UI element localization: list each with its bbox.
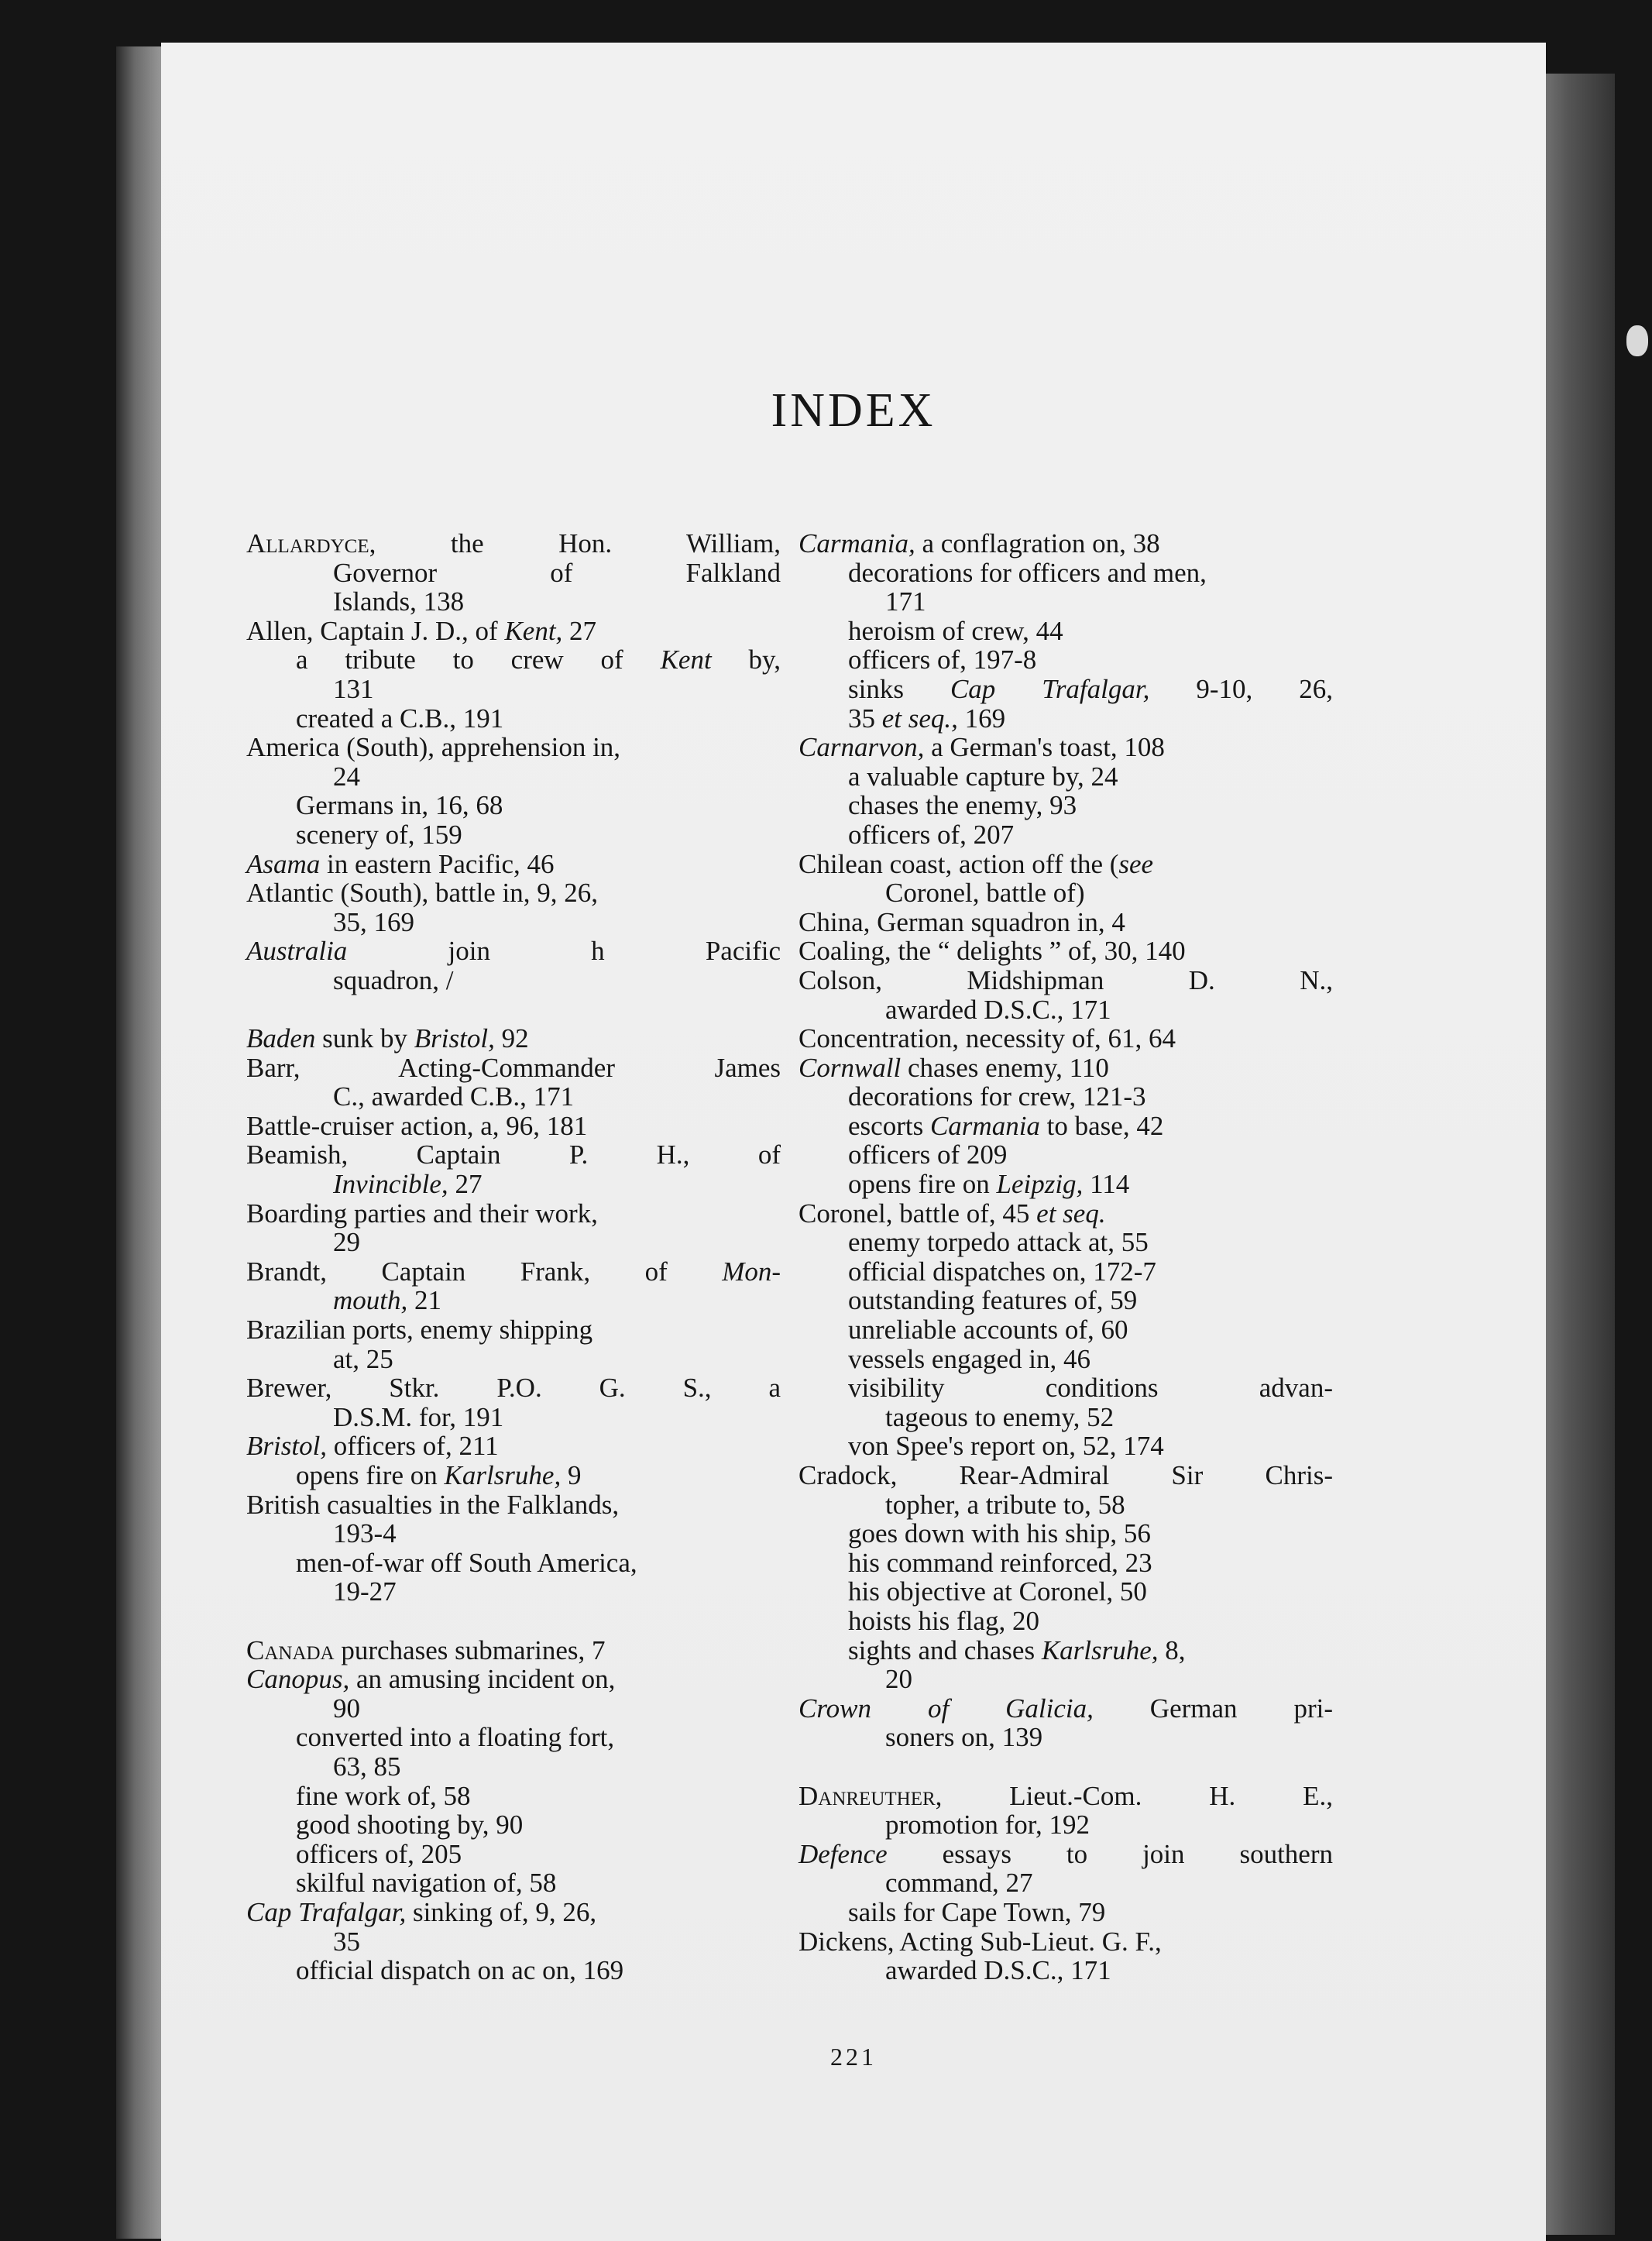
entry-text: visibility conditions advan-	[848, 1373, 1333, 1404]
index-subentry	[799, 1956, 1333, 1985]
entry-text: Asama	[246, 848, 321, 879]
entry-group-gap	[246, 995, 781, 1025]
page-shadow-edge	[1537, 74, 1615, 2235]
index-entry	[246, 1490, 781, 1520]
entry-text: a tribute to crew of	[296, 644, 661, 675]
index-subentry	[799, 1723, 1333, 1752]
index-subentry	[799, 1636, 1333, 1665]
index-entry	[799, 1694, 1333, 1724]
entry-text: Barr, Acting-Commander James	[246, 1052, 781, 1083]
entry-text: enemy torpedo attack at, 55	[848, 1227, 1149, 1258]
entry-text: Kent	[660, 644, 712, 675]
index-entry	[246, 1053, 781, 1083]
index-subentry	[799, 1315, 1333, 1345]
index-entry	[246, 1636, 781, 1665]
entry-text: awarded D.S.C., 171	[885, 994, 1111, 1025]
index-subentry	[799, 1170, 1333, 1199]
entry-text: official dispatch on ac on, 169	[296, 1955, 624, 1986]
index-subentry	[246, 1345, 781, 1374]
entry-text: goes down with his ship, 56	[848, 1518, 1151, 1549]
entry-text: officers of, 197-8	[848, 644, 1037, 675]
page-number: 221	[830, 2043, 877, 2071]
index-subentry	[246, 1752, 781, 1782]
entry-text: Crown of Galicia,	[799, 1693, 1094, 1724]
entry-text: a German's toast, 108	[924, 732, 1165, 763]
entry-text: Mon-	[722, 1256, 781, 1287]
entry-text: join h Pacific	[347, 936, 781, 967]
index-entry	[799, 1927, 1333, 1957]
index-subentry	[799, 1868, 1333, 1898]
entry-text: good shooting by, 90	[296, 1810, 524, 1841]
entry-text: heroism of crew, 44	[848, 615, 1063, 646]
entry-text: opens fire on	[296, 1460, 445, 1490]
index-subentry	[246, 1723, 781, 1752]
entry-text: sails for Cape Town, 79	[848, 1896, 1106, 1927]
index-subentry	[246, 762, 781, 792]
index-subentry	[246, 1403, 781, 1432]
entry-text: men-of-war off South America,	[296, 1547, 637, 1578]
entry-text: Dickens, Acting Sub-Lieut. G. F.,	[799, 1926, 1162, 1957]
index-subentry	[799, 1490, 1333, 1520]
index-subentry	[246, 587, 781, 617]
entry-text: Germans in, 16, 68	[296, 790, 503, 821]
index-subentry	[799, 1082, 1333, 1112]
entry-text: Bristol,	[414, 1023, 495, 1054]
index-subentry	[246, 1694, 781, 1724]
entry-text: Canopus,	[246, 1664, 350, 1695]
entry-text: outstanding features of, 59	[848, 1285, 1138, 1316]
index-entry	[799, 850, 1333, 879]
entry-text: Cap Trafalgar,	[246, 1896, 407, 1927]
index-subentry	[799, 820, 1333, 850]
entry-text: Bristol,	[246, 1431, 328, 1462]
index-entry	[799, 1782, 1333, 1811]
entry-text: by,	[711, 644, 781, 675]
entry-text: Invincible,	[333, 1169, 448, 1200]
entry-text: command, 27	[885, 1868, 1033, 1899]
entry-text: et seq.	[1036, 1198, 1106, 1229]
entry-text: China, German squadron in, 4	[799, 906, 1125, 937]
index-subentry	[246, 1548, 781, 1578]
index-entry	[799, 1840, 1333, 1869]
index-subentry	[246, 1577, 781, 1607]
entry-text: vessels engaged in, 46	[848, 1343, 1090, 1374]
index-entry	[246, 878, 781, 908]
index-subentry	[799, 645, 1333, 675]
index-subentry	[246, 1956, 781, 1985]
entry-text: officers of, 205	[296, 1838, 462, 1869]
entry-text: a conflagration on, 38	[915, 528, 1160, 559]
entry-text: his command reinforced, 23	[848, 1547, 1152, 1578]
entry-text: Leipzig,	[996, 1169, 1084, 1200]
entry-text: sunk by	[315, 1023, 414, 1054]
entry-text: skilful navigation of, 58	[296, 1868, 557, 1899]
entry-group-gap	[799, 1752, 1333, 1782]
entry-text: Danreuther,	[799, 1780, 943, 1811]
entry-text: essays to join southern	[887, 1838, 1333, 1869]
entry-text: the Hon. William,	[376, 528, 781, 559]
index-entry	[246, 733, 781, 762]
index-subentry	[799, 878, 1333, 908]
index-entry	[799, 1461, 1333, 1490]
index-subentry	[799, 1257, 1333, 1287]
entry-text: et seq.,	[881, 703, 958, 734]
index-subentry	[799, 1519, 1333, 1548]
entry-text: officers of, 211	[327, 1431, 499, 1462]
index-column-right	[799, 529, 1333, 1985]
entry-text: Chilean coast, action off the (	[799, 848, 1119, 879]
index-subentry	[799, 1403, 1333, 1432]
index-subentry	[246, 1868, 781, 1898]
index-entry	[246, 617, 781, 646]
entry-text: 21	[407, 1285, 441, 1316]
index-subentry	[246, 1286, 781, 1315]
index-entry	[799, 733, 1333, 762]
entry-text: awarded D.S.C., 171	[885, 1955, 1111, 1986]
index-entry	[246, 1665, 781, 1694]
index-entry	[799, 1024, 1333, 1053]
index-subentry	[246, 791, 781, 820]
index-subentry	[246, 675, 781, 704]
entry-text: Governor of Falkland	[333, 557, 781, 588]
entry-text: D.S.M. for, 191	[333, 1401, 504, 1432]
index-column-left	[246, 529, 781, 1985]
index-entry	[799, 937, 1333, 966]
entry-text: sinking of, 9, 26,	[406, 1896, 597, 1927]
entry-text: 114	[1083, 1169, 1130, 1200]
entry-text: 169	[957, 703, 1006, 734]
index-subentry	[799, 559, 1333, 588]
index-subentry	[246, 1927, 781, 1957]
entry-text: chases enemy, 110	[901, 1052, 1109, 1083]
index-subentry	[246, 1519, 781, 1548]
entry-text: in eastern Pacific, 46	[320, 848, 555, 879]
index-entry	[246, 1432, 781, 1461]
entry-text: 171	[885, 586, 926, 617]
entry-text: Colson, Midshipman D. N.,	[799, 964, 1333, 995]
entry-text: Allen, Captain J. D., of	[246, 615, 505, 646]
entry-text: 9-10, 26,	[1149, 673, 1333, 704]
entry-text: Karlsruhe,	[444, 1460, 562, 1490]
index-subentry	[799, 1577, 1333, 1607]
index-subentry	[799, 617, 1333, 646]
index-subentry	[799, 675, 1333, 704]
entry-text: Cornwall	[799, 1052, 902, 1083]
entry-text: squadron, /	[333, 964, 454, 995]
entry-text: Concentration, necessity of, 61, 64	[799, 1023, 1176, 1054]
entry-text: Beamish, Captain P. H., of	[246, 1139, 781, 1170]
index-entry	[799, 529, 1333, 559]
index-subentry	[799, 762, 1333, 792]
index-subentry	[799, 791, 1333, 820]
index-subentry	[799, 1665, 1333, 1694]
entry-text: officers of, 207	[848, 819, 1015, 850]
index-entry	[246, 850, 781, 879]
index-subentry	[246, 1840, 781, 1869]
entry-text: promotion for, 192	[885, 1810, 1090, 1841]
entry-text: decorations for officers and men,	[848, 557, 1207, 588]
entry-text: at, 25	[333, 1343, 393, 1374]
entry-text: decorations for crew, 121-3	[848, 1081, 1146, 1112]
scan-speck	[1626, 325, 1648, 356]
entry-text: Carmania	[929, 1110, 1040, 1141]
index-subentry	[799, 995, 1333, 1025]
index-entry	[246, 937, 781, 966]
entry-text: Defence	[799, 1838, 888, 1869]
entry-text: Cradock, Rear-Admiral Sir Chris-	[799, 1460, 1333, 1490]
entry-text: Brewer, Stkr. P.O. G. S., a	[246, 1373, 781, 1404]
entry-text: Australia	[246, 936, 348, 967]
index-subentry	[799, 1228, 1333, 1257]
entry-text: sights and chases	[848, 1634, 1042, 1665]
entry-text: Kent,	[504, 615, 563, 646]
entry-text: 9	[561, 1460, 582, 1490]
entry-text: Coronel, battle of)	[885, 878, 1085, 909]
entry-text: Brazilian ports, enemy shipping	[246, 1315, 593, 1346]
index-entry	[246, 1024, 781, 1053]
entry-text: a valuable capture by, 24	[848, 761, 1118, 792]
entry-text: unreliable accounts of, 60	[848, 1315, 1128, 1346]
entry-text: Atlantic (South), battle in, 9, 26,	[246, 878, 598, 909]
index-entry	[246, 1112, 781, 1141]
index-subentry	[799, 587, 1333, 617]
index-subentry	[799, 704, 1333, 734]
entry-text: see	[1118, 848, 1154, 879]
index-subentry	[246, 1782, 781, 1811]
index-subentry	[246, 1810, 781, 1840]
entry-text: official dispatches on, 172-7	[848, 1256, 1156, 1287]
entry-text: 20	[885, 1664, 912, 1695]
entry-text: chases the enemy, 93	[848, 790, 1077, 821]
entry-text: purchases submarines, 7	[334, 1634, 606, 1665]
index-subentry	[246, 559, 781, 588]
entry-text: opens fire on	[848, 1169, 997, 1200]
index-subentry	[799, 1548, 1333, 1578]
entry-text: von Spee's report on, 52, 174	[848, 1431, 1164, 1462]
entry-text: America (South), apprehension in,	[246, 732, 621, 763]
entry-text: British casualties in the Falklands,	[246, 1489, 620, 1520]
entry-text: 27	[448, 1169, 483, 1200]
entry-text: sinks	[848, 673, 950, 704]
entry-text: his objective at Coronel, 50	[848, 1576, 1147, 1607]
index-subentry	[799, 1898, 1333, 1927]
index-entry	[246, 1199, 781, 1229]
page-title: INDEX	[771, 384, 936, 437]
index-subentry	[246, 908, 781, 937]
entry-text: German pri-	[1093, 1693, 1334, 1724]
index-subentry	[246, 645, 781, 675]
entry-text: Allardyce,	[246, 528, 376, 559]
index-subentry	[246, 1082, 781, 1112]
index-entry	[246, 1898, 781, 1927]
entry-text: created a C.B., 191	[296, 703, 504, 734]
entry-text: 27	[562, 615, 597, 646]
index-subentry	[799, 1112, 1333, 1141]
index-entry	[246, 1373, 781, 1403]
entry-text: an amusing incident on,	[349, 1664, 616, 1695]
entry-text: Canada	[246, 1634, 335, 1665]
entry-text: 19-27	[333, 1576, 397, 1607]
index-subentry	[799, 1345, 1333, 1374]
index-entry	[246, 1315, 781, 1345]
entry-text: 35	[333, 1926, 360, 1957]
entry-text: soners on, 139	[885, 1722, 1043, 1753]
entry-text: 35	[848, 703, 882, 734]
index-subentry	[246, 966, 781, 995]
entry-text: fine work of, 58	[296, 1780, 471, 1811]
entry-text: mouth,	[333, 1285, 408, 1316]
entry-text: Baden	[246, 1023, 316, 1054]
entry-text: 35, 169	[333, 906, 414, 937]
entry-text: tageous to enemy, 52	[885, 1401, 1114, 1432]
index-subentry	[799, 1140, 1333, 1170]
entry-text: 63, 85	[333, 1751, 401, 1782]
entry-text: Boarding parties and their work,	[246, 1198, 598, 1229]
index-subentry	[799, 1810, 1333, 1840]
entry-text: 90	[333, 1693, 360, 1724]
entry-text: Cap Trafalgar,	[950, 673, 1150, 704]
entry-text: 29	[333, 1227, 360, 1258]
index-subentry	[246, 1461, 781, 1490]
index-subentry	[246, 704, 781, 734]
entry-text: 131	[333, 673, 374, 704]
index-entry	[246, 529, 781, 559]
entry-text: escorts	[848, 1110, 930, 1141]
entry-text: C., awarded C.B., 171	[333, 1081, 575, 1112]
entry-text: topher, a tribute to, 58	[885, 1489, 1125, 1520]
entry-text: officers of 209	[848, 1139, 1008, 1170]
index-entry	[799, 908, 1333, 937]
entry-text: 8,	[1158, 1634, 1186, 1665]
entry-text: Lieut.-Com. H. E.,	[942, 1780, 1333, 1811]
entry-text: Battle-cruiser action, a, 96, 181	[246, 1110, 588, 1141]
index-subentry	[246, 1170, 781, 1199]
entry-text: Karlsruhe,	[1041, 1634, 1159, 1665]
entry-text: Carnarvon,	[799, 732, 925, 763]
entry-text: Coronel, battle of, 45	[799, 1198, 1037, 1229]
entry-text: Carmania,	[799, 528, 915, 559]
entry-text: 92	[494, 1023, 529, 1054]
index-subentry	[246, 1228, 781, 1257]
book-page	[161, 43, 1546, 2241]
index-entry	[799, 966, 1333, 995]
entry-text: scenery of, 159	[296, 819, 462, 850]
entry-text: Islands, 138	[333, 586, 465, 617]
index-subentry	[799, 1373, 1333, 1403]
index-entry	[246, 1257, 781, 1287]
entry-text: Brandt, Captain Frank, of	[246, 1256, 723, 1287]
entry-group-gap	[246, 1607, 781, 1636]
entry-text: Coaling, the “ delights ” of, 30, 140	[799, 936, 1186, 967]
index-subentry	[799, 1286, 1333, 1315]
book-binding-edge	[116, 46, 163, 2239]
index-entry	[799, 1199, 1333, 1229]
index-subentry	[799, 1432, 1333, 1461]
index-entry	[246, 1140, 781, 1170]
entry-text: hoists his flag, 20	[848, 1605, 1039, 1636]
index-subentry	[799, 1607, 1333, 1636]
entry-text: 24	[333, 761, 360, 792]
entry-text: 193-4	[333, 1518, 397, 1549]
index-entry	[799, 1053, 1333, 1083]
entry-text: to base, 42	[1039, 1110, 1164, 1141]
index-subentry	[246, 820, 781, 850]
entry-text: converted into a floating fort,	[296, 1722, 615, 1753]
